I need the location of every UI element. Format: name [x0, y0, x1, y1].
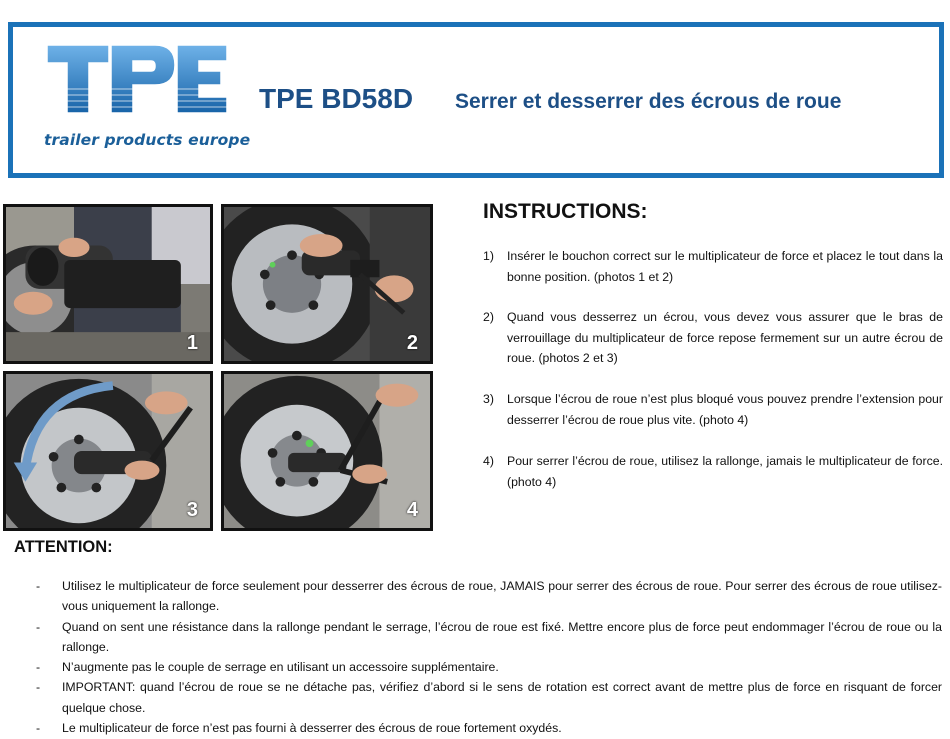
photo-4: [221, 371, 433, 531]
header-banner: [8, 22, 944, 178]
bullet-dash: -: [36, 660, 41, 675]
bullet-dash: -: [36, 680, 41, 695]
instruction-number: 1): [483, 249, 494, 263]
instruction-item-1: [483, 246, 943, 287]
logo-subtitle: trailer products europe: [44, 131, 251, 149]
bullet-dash: -: [36, 579, 41, 593]
instruction-text: Quand vous desserrez un écrou, vous devez vous assurer que le bras de verrouillage du multiplicateur de force repose fermement sur un autre écrou de roue. (photos 2 et 3): [507, 310, 943, 365]
photo-number: 3: [186, 499, 198, 521]
attention-text: Le multiplicateur de force n’est pas fourni à desserrer des écrous de roue fortement oxydés.: [62, 721, 562, 736]
attention-text: Quand on sent une résistance dans la rallonge pendant le serrage, l’écrou de roue est fixé. Mettre encore plus de force peut endommager l’écrou de roue ou la rallonge.: [62, 619, 942, 654]
instruction-item-2: [483, 307, 943, 369]
product-title: Serrer et desserrer des écrous de roue: [455, 90, 842, 113]
instruction-text: Lorsque l’écrou de roue n’est plus bloqué vous pouvez prendre l’extension pour desserrer l’écrou de roue plus vite. (photo 4): [507, 392, 943, 427]
attention-list: [36, 576, 942, 738]
photo-number: 2: [406, 332, 418, 354]
instruction-number: 4): [483, 454, 494, 468]
instructions-heading: INSTRUCTIONS:: [483, 200, 648, 223]
attention-item: [36, 576, 942, 617]
attention-item: [36, 718, 942, 738]
photo-number: 1: [186, 332, 198, 354]
attention-item: [36, 617, 942, 658]
photo-1: [3, 204, 213, 364]
attention-item: [36, 677, 942, 718]
instruction-text: Insérer le bouchon correct sur le multiplicateur de force et placez le tout dans la bonne position. (photos 1 et 2): [507, 249, 943, 284]
instruction-item-3: [483, 389, 943, 430]
instruction-item-4: [483, 451, 943, 492]
instruction-text: Pour serrer l’écrou de roue, utilisez la rallonge, jamais le multiplicateur de force. (photo 4): [507, 454, 943, 489]
photo-number: 4: [406, 499, 418, 521]
photo-3: [3, 371, 213, 531]
attention-item: [36, 657, 942, 677]
tpe-logo: [43, 43, 251, 153]
bullet-dash: -: [36, 619, 41, 634]
photo-2: [221, 204, 433, 364]
tpe-logo-mark: [43, 43, 243, 133]
product-code: TPE BD58D: [259, 83, 414, 114]
attention-text: IMPORTANT: quand l’écrou de roue se ne détache pas, vérifiez d’abord si le sens de rotation est correct avant de mettre plus de force en risquant de forcer quelque chose.: [62, 680, 942, 715]
attention-heading: ATTENTION:: [14, 538, 113, 556]
attention-text: Utilisez le multiplicateur de force seulement pour desserrer des écrous de roue, JAMAIS pour serrer des écrous de roue. Pour serrer des écrous de roue utilisez-vous uniquement la rallonge.: [62, 579, 942, 614]
attention-text: N’augmente pas le couple de serrage en utilisant un accessoire supplémentaire.: [62, 660, 499, 675]
instruction-number: 3): [483, 392, 494, 406]
instruction-number: 2): [483, 310, 494, 324]
bullet-dash: -: [36, 721, 41, 736]
